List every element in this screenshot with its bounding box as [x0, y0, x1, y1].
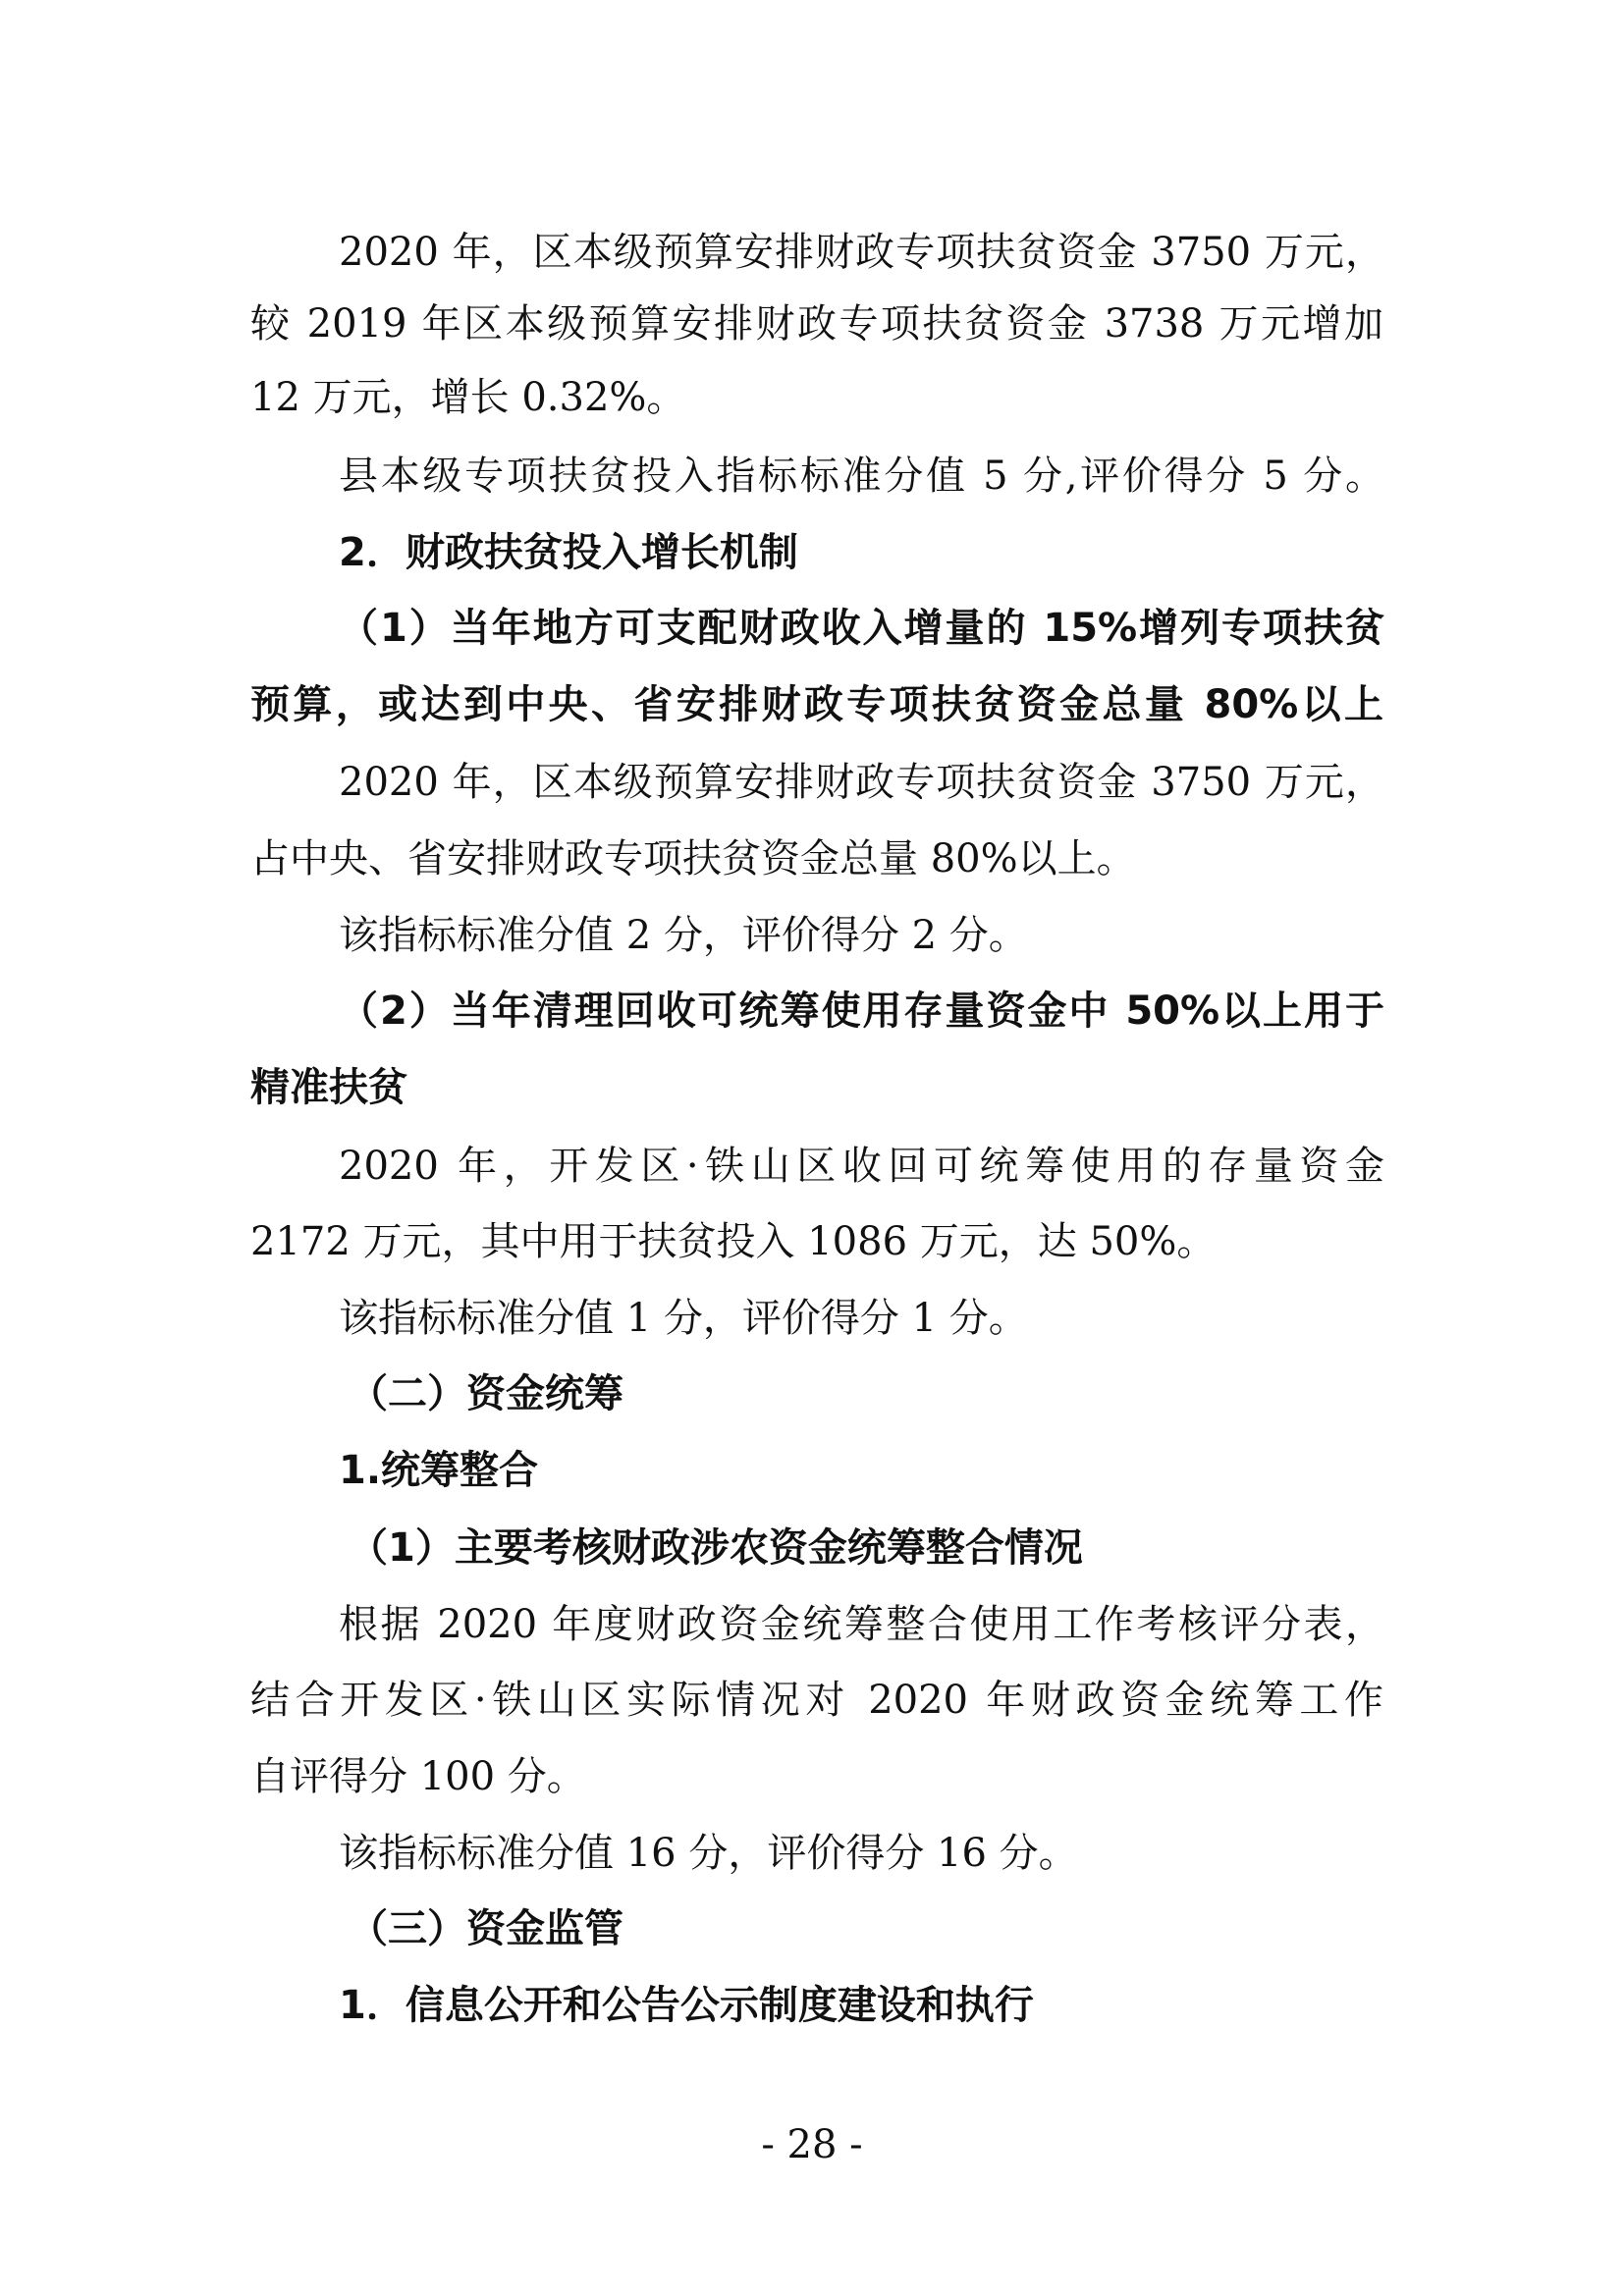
section-heading: 1.统筹整合 — [339, 1448, 539, 1493]
paragraph-line: 县本级专项扶贫投入指标标准分值 5 分,评价得分 5 分。 — [339, 454, 1384, 499]
paragraph-line: 该指标标准分值 16 分，评价得分 16 分。 — [339, 1831, 1078, 1876]
subsection-heading: （1）主要考核财政涉农资金统筹整合情况 — [349, 1525, 1083, 1571]
paragraph-line: 2172 万元，其中用于扶贫投入 1086 万元，达 50%。 — [250, 1219, 1217, 1264]
paragraph-line: 12 万元，增长 0.32%。 — [250, 375, 686, 420]
section-heading: （二）资金统筹 — [349, 1371, 623, 1416]
page-number: - 28 - — [761, 2122, 863, 2167]
paragraph-line: 根据 2020 年度财政资金统筹整合使用工作考核评分表， — [339, 1602, 1384, 1647]
paragraph-line: 较 2019 年区本级预算安排财政专项扶贫资金 3738 万元增加 — [250, 301, 1383, 347]
paragraph-line: 该指标标准分值 2 分，评价得分 2 分。 — [339, 913, 1028, 958]
paragraph-line: 结合开发区·铁山区实际情况对 2020 年财政资金统筹工作 — [250, 1678, 1383, 1723]
section-heading: 2．财政扶贫投入增长机制 — [339, 530, 798, 575]
paragraph-line: 该指标标准分值 1 分，评价得分 1 分。 — [339, 1296, 1028, 1341]
subsection-heading: 精准扶贫 — [250, 1065, 407, 1110]
subsection-heading: （1）当年地方可支配财政收入增量的 15%增列专项扶贫 — [339, 606, 1384, 651]
paragraph-line: 占中央、省安排财政专项扶贫资金总量 80%以上。 — [250, 836, 1136, 881]
section-heading: 1．信息公开和公告公示制度建设和执行 — [339, 1983, 1034, 2028]
paragraph-line: 2020 年，开发区·铁山区收回可统筹使用的存量资金 — [339, 1144, 1384, 1189]
section-heading: （三）资金监管 — [349, 1906, 623, 1951]
subsection-heading: 预算，或达到中央、省安排财政专项扶贫资金总量 80%以上 — [250, 682, 1383, 727]
paragraph-line: 2020 年，区本级预算安排财政专项扶贫资金 3750 万元， — [339, 760, 1384, 805]
subsection-heading: （2）当年清理回收可统筹使用存量资金中 50%以上用于 — [339, 988, 1384, 1034]
paragraph-line: 自评得分 100 分。 — [250, 1754, 586, 1799]
paragraph-line: 2020 年，区本级预算安排财政专项扶贫资金 3750 万元， — [339, 230, 1384, 275]
